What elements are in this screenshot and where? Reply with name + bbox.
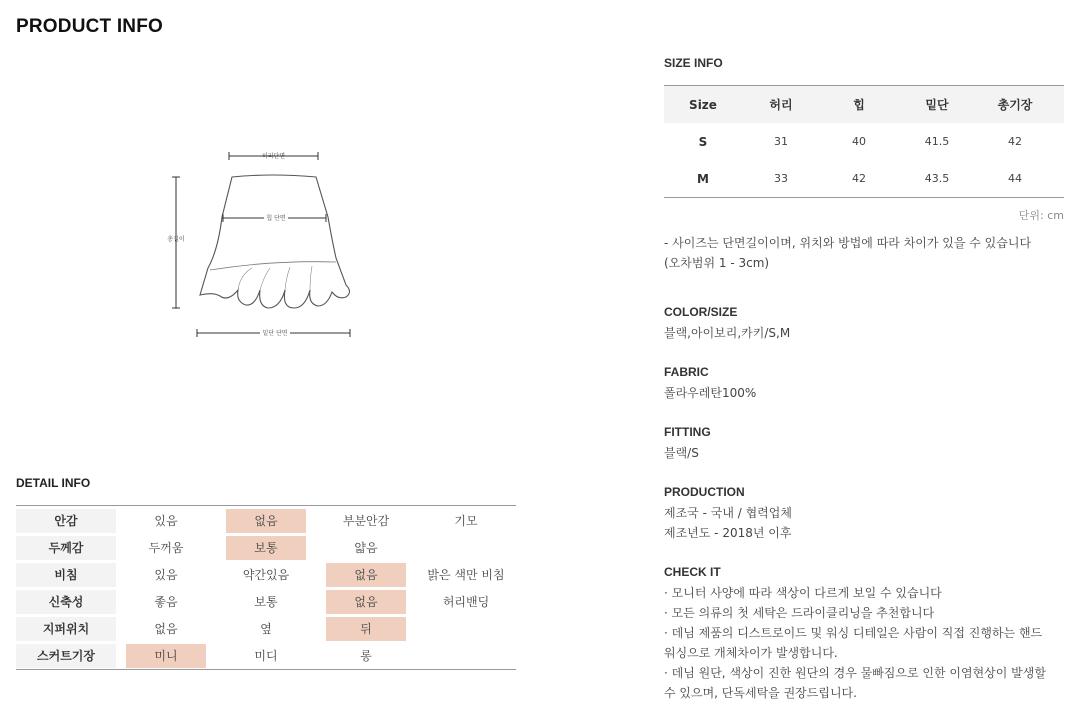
detail-info-row-label: 안감 [16,509,116,533]
fabric-value: 폴라우레탄100% [664,386,757,400]
size-note-line: - 사이즈는 단면길이이며, 위치와 방법에 따라 차이가 있을 수 있습니다 [664,236,1032,250]
page-title: PRODUCT INFO [16,16,164,37]
fitting-section [664,425,1074,463]
size-note-line: (오차범위 1 - 3cm) [664,256,770,270]
size-cell: 42 [852,172,866,185]
check-it-section [664,565,1074,703]
hem-measure-label: 밑단 단면 [262,330,288,337]
size-header-cell: 힙 [853,98,865,112]
size-info-table [664,85,1064,198]
fitting-label: FITTING [664,425,711,439]
check-it-line: · 데님 제품의 디스트로이드 및 워싱 디테일은 사람이 직접 진행하는 핸드 [664,626,1043,640]
detail-info-row [16,642,516,669]
detail-option: 기모 [454,514,478,528]
detail-option: 밝은 색만 비침 [427,568,505,582]
size-diagram [160,140,370,350]
detail-option-selected: 보통 [226,536,306,560]
detail-option: 있음 [154,568,178,582]
skirt-diagram-illustration [160,140,370,350]
detail-option: 허리밴딩 [442,595,490,609]
detail-info-row-label: 스커트기장 [16,644,116,668]
detail-option [426,617,506,641]
production-section [664,485,1074,543]
length-measure-label: 총길이 [167,236,185,243]
detail-option: 좋음 [154,595,178,609]
size-table-row [664,160,1064,197]
detail-info-row [16,534,516,561]
detail-option [426,536,506,560]
size-unit: 단위: cm [1018,209,1064,222]
detail-info-row-label: 신축성 [16,590,116,614]
detail-option: 미디 [254,649,278,663]
check-it-line: · 데님 원단, 색상이 진한 원단의 경우 물빠짐으로 인한 이염현상이 발생할 [664,666,1046,680]
size-info-title: SIZE INFO [664,56,723,70]
check-it-label: CHECK IT [664,565,721,579]
detail-info-row [16,615,516,642]
detail-option: 옆 [260,622,272,636]
detail-info-title: DETAIL INFO [16,476,91,490]
detail-option: 있음 [154,514,178,528]
detail-option: 두꺼움 [148,541,184,555]
detail-option-selected: 미니 [126,644,206,668]
size-header-cell: 총기장 [997,98,1033,112]
size-cell: 44 [1008,172,1022,185]
size-cell: 31 [774,135,788,148]
check-it-line: 수 있으며, 단독세탁을 권장드립니다. [664,686,857,700]
production-country: 제조국 - 국내 / 협력업체 [664,506,792,520]
size-header-cell: Size [689,97,717,112]
fitting-value: 블랙/S [664,446,699,460]
size-header-cell: 허리 [769,98,793,112]
detail-info-table [16,505,516,670]
detail-option [426,644,506,668]
detail-info-row [16,507,516,534]
size-cell: 40 [852,135,866,148]
detail-info-row-label: 지퍼위치 [16,617,116,641]
color-size-value: 블랙,아이보리,카키/S,M [664,326,791,340]
size-cell: 42 [1008,135,1022,148]
detail-info-row-label: 두께감 [16,536,116,560]
detail-info-row [16,561,516,588]
size-cell: M [697,171,709,186]
color-size-label: COLOR/SIZE [664,305,738,319]
production-label: PRODUCTION [664,485,745,499]
detail-option: 없음 [154,622,178,636]
size-table-row [664,123,1064,160]
size-cell: 41.5 [924,135,950,148]
waist-measure-label: 허리단면 [261,153,286,160]
size-table-header [664,86,1064,123]
size-cell: S [698,134,708,149]
detail-info-row-label: 비침 [16,563,116,587]
detail-option-selected: 없음 [326,590,406,614]
check-it-line: · 모든 의류의 첫 세탁은 드라이클리닝을 추천합니다 [664,606,935,620]
detail-option: 롱 [360,649,372,663]
detail-option: 부분안감 [342,514,390,528]
detail-option-selected: 없음 [226,509,306,533]
detail-option: 얇음 [354,541,378,555]
production-year: 제조년도 - 2018년 이후 [664,526,792,540]
check-it-line: · 모니터 사양에 따라 색상이 다르게 보일 수 있습니다 [664,586,942,600]
check-it-line: 워싱으로 개체차이가 발생합니다. [664,646,838,660]
detail-option: 약간있음 [242,568,290,582]
detail-option-selected: 없음 [326,563,406,587]
size-header-cell: 밑단 [925,98,949,112]
detail-option: 보통 [254,595,278,609]
size-note [664,233,1064,273]
detail-option-selected: 뒤 [326,617,406,641]
fabric-section [664,365,1074,403]
color-size-section [664,305,1074,343]
size-cell: 43.5 [924,172,950,185]
size-cell: 33 [774,172,788,185]
fabric-label: FABRIC [664,365,709,379]
hip-measure-label: 힙 단면 [266,215,286,222]
detail-info-row [16,588,516,615]
